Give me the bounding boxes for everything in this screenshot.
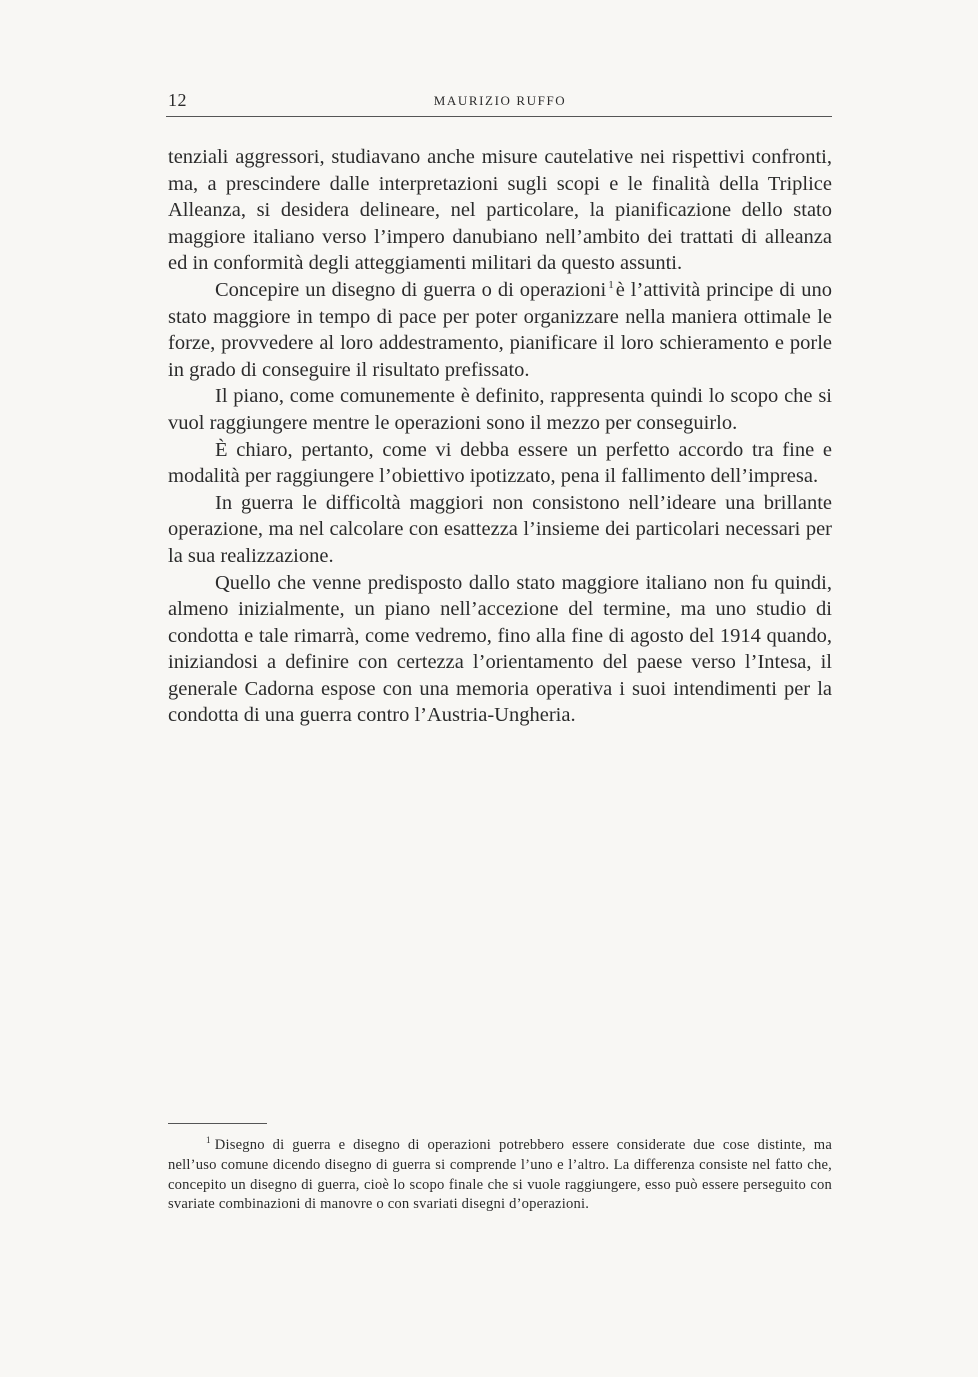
footnote — [168, 1136, 832, 1215]
footnote-reference[interactable]: 1 — [608, 278, 614, 291]
footnote-rule — [168, 1123, 267, 1124]
body-text — [168, 144, 832, 729]
paragraph-1: tenziali aggressori, studiavano anche misure cautelative nei rispettivi confronti, ma, a prescindere dalle interpretazioni sugli scopi e le finalità della Triplice Alleanza, si desidera delineare, nel particolare, la pianificazione dello stato maggiore italiano verso l’impero danubiano nell’ambito dei trattati di alleanza ed in conformità degli atteggiamenti militari da questo assunti. — [168, 146, 832, 275]
paragraph-3: Il piano, come comunemente è definito, rappresenta quindi lo scopo che si vuol raggiungere mentre le operazioni sono il mezzo per conseguirlo. — [168, 385, 832, 434]
footnote-mark: 1 — [206, 1135, 211, 1145]
paragraph-6: Quello che venne predisposto dallo stato maggiore italiano non fu quindi, almeno inizialmente, un piano nell’accezione del termine, ma uno studio di condotta e tale rimarrà, come vedremo, fino alla fine di agosto del 1914 quando, iniziandosi a definire con certezza l’orientamento del paese verso l’Intesa, il generale Cadorna espose con una memoria operativa i suoi intendimenti per la condotta di una guerra contro l’Austria-Ungheria. — [168, 571, 832, 727]
header-rule — [166, 116, 832, 117]
page-number: 12 — [168, 90, 187, 110]
paragraph-2-text-after: è l’attività principe di uno stato maggiore in tempo di pace per poter organizzare nella maniera ottimale le forze, provvedere al loro addestramento, pianificare il loro schieramento e porle in grado di conseguire il risultato prefissato. — [168, 278, 832, 381]
footnote-text: Disegno di guerra e disegno di operazioni potrebbero essere considerate due cose distinte, ma nell’uso comune dicendo disegno di guerra si comprende l’uno e l’altro. La differenza consiste nel fatto che, concepito un disegno di guerra, cioè lo scopo finale che si vuole raggiungere, esso può essere perseguito con svariate combinazioni di manovre o con svariati disegni d’operazioni. — [168, 1137, 832, 1213]
running-title: MAURIZIO RUFFO — [433, 93, 567, 108]
paragraph-5: In guerra le difficoltà maggiori non consistono nell’ideare una brillante operazione, ma nel calcolare con esattezza l’insieme dei particolari necessari per la sua realizzazione. — [168, 491, 832, 567]
footnote-paragraph — [168, 1136, 832, 1215]
paragraph-2 — [168, 277, 832, 383]
running-head — [168, 90, 832, 114]
paragraph-2-text-before: Concepire un disegno di guerra o di operazioni — [215, 278, 607, 301]
paragraph-4: È chiaro, pertanto, come vi debba essere un perfetto accordo tra fine e modalità per raggiungere l’obiettivo ipotizzato, pena il fallimento dell’impresa. — [168, 438, 832, 488]
